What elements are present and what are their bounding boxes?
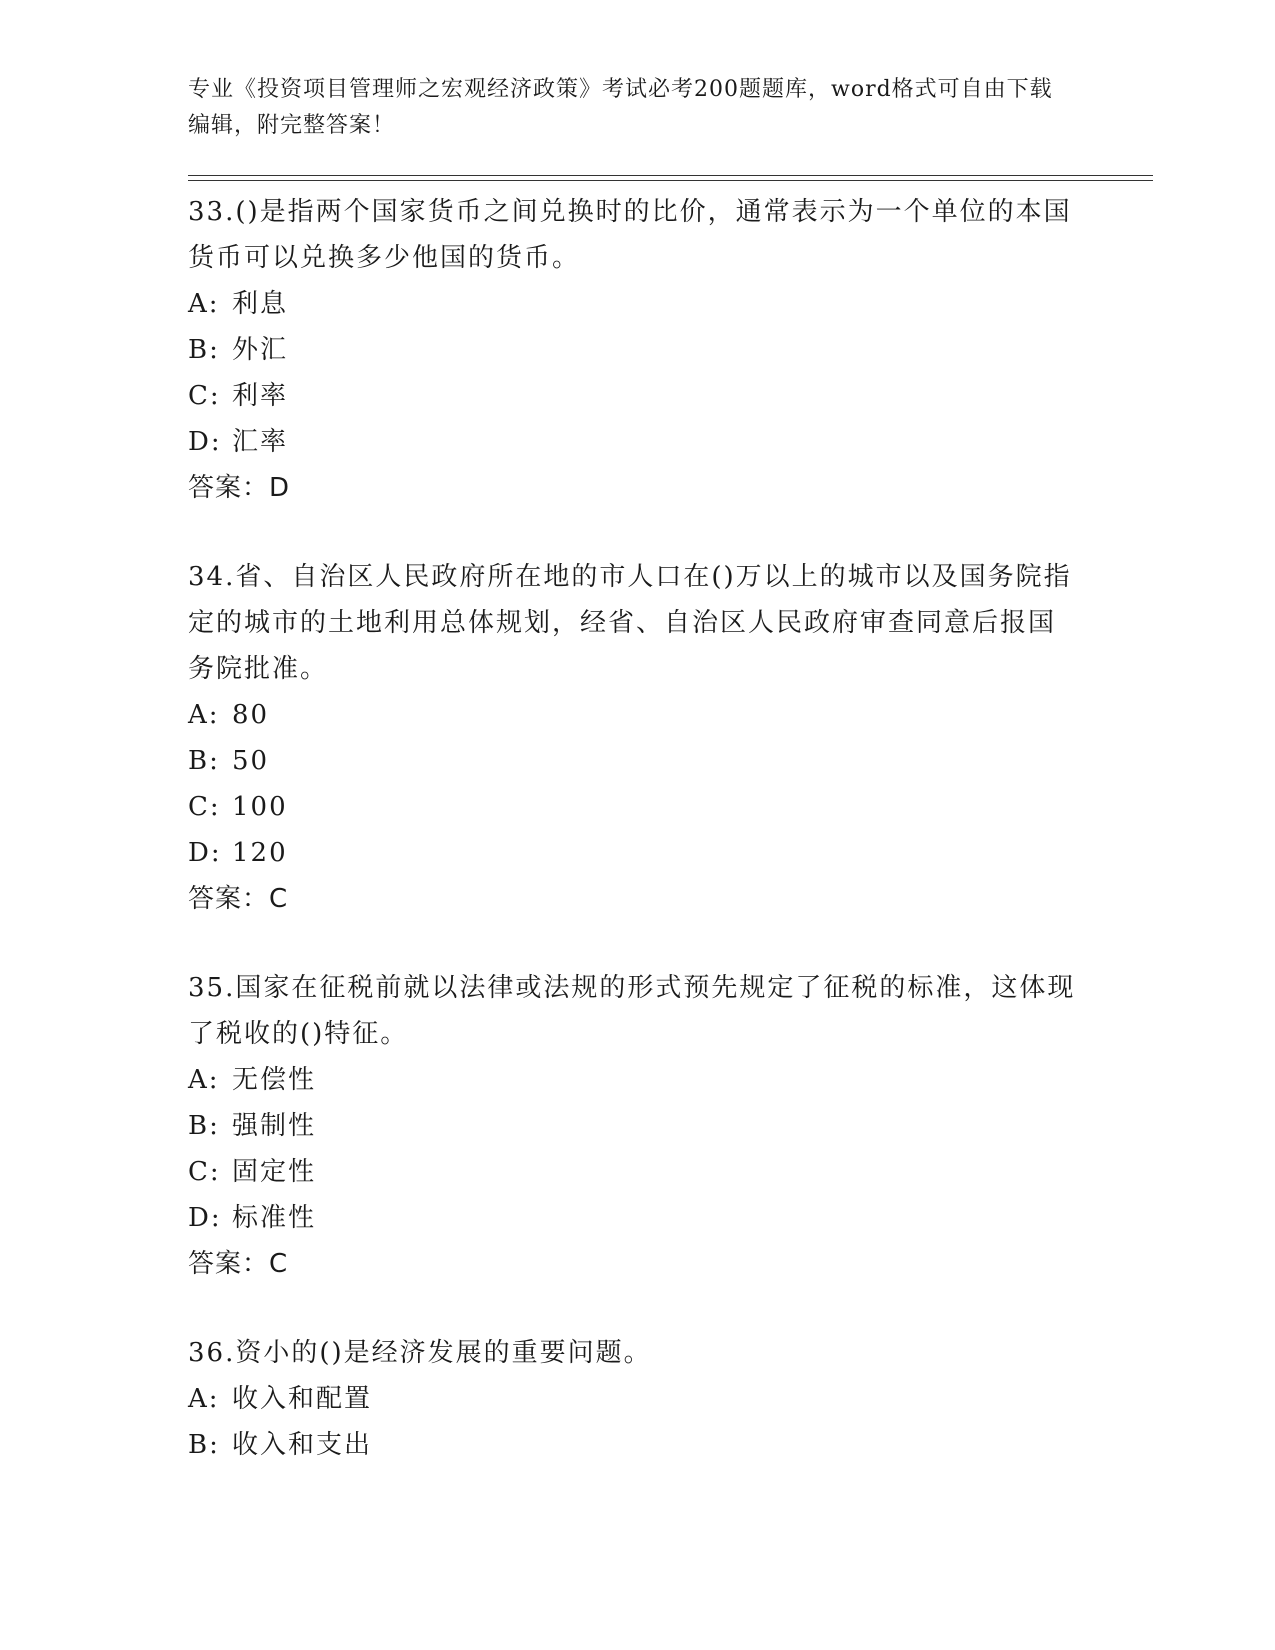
option-letter: B: — [188, 1430, 220, 1460]
option-letter: C: — [188, 1157, 221, 1187]
option-a — [188, 281, 1078, 327]
answer-line: 答案：C — [188, 884, 289, 914]
question-stem: 36.资小的()是经济发展的重要问题。 — [188, 1338, 652, 1368]
option-b — [188, 1422, 1078, 1468]
option-letter: C: — [188, 792, 221, 822]
option-text: 无偿性 — [232, 1065, 317, 1095]
option-b — [188, 738, 1078, 784]
option-letter: A: — [188, 700, 220, 730]
option-text: 利息 — [232, 289, 289, 319]
option-text: 强制性 — [232, 1111, 317, 1141]
option-d — [188, 1195, 1078, 1241]
question-stem: 33.()是指两个国家货币之间兑换时的比价，通常表示为一个单位的本国货币可以兑换多少他国的货币。 — [188, 197, 1072, 273]
option-letter: D: — [188, 1203, 222, 1233]
option-letter: D: — [188, 838, 222, 868]
option-text: 120 — [232, 838, 288, 868]
option-text: 收入和支出 — [232, 1430, 373, 1460]
option-text: 标准性 — [232, 1203, 317, 1233]
header-divider-top — [188, 175, 1153, 176]
option-d — [188, 830, 1078, 876]
option-letter: C: — [188, 381, 221, 411]
option-text: 汇率 — [232, 427, 289, 457]
question-36 — [188, 1330, 1078, 1468]
question-35 — [188, 965, 1078, 1287]
answer-line: 答案：D — [188, 473, 291, 503]
option-a — [188, 692, 1078, 738]
option-letter: B: — [188, 335, 220, 365]
option-d — [188, 419, 1078, 465]
question-34 — [188, 554, 1078, 922]
option-c — [188, 373, 1078, 419]
option-text: 50 — [232, 746, 270, 776]
option-text: 固定性 — [232, 1157, 317, 1187]
option-text: 收入和配置 — [232, 1384, 373, 1414]
option-text: 100 — [232, 792, 288, 822]
option-text: 利率 — [232, 381, 289, 411]
option-text: 80 — [232, 700, 270, 730]
document-header: 专业《投资项目管理师之宏观经济政策》考试必考200题题库，word格式可自由下载编辑，附完整答案！ — [188, 77, 1053, 138]
option-text: 外汇 — [232, 335, 289, 365]
question-stem: 35.国家在征税前就以法律或法规的形式预先规定了征税的标准，这体现了税收的()特征。 — [188, 973, 1076, 1049]
question-33 — [188, 189, 1078, 511]
option-b — [188, 327, 1078, 373]
option-b — [188, 1103, 1078, 1149]
option-letter: B: — [188, 1111, 220, 1141]
option-c — [188, 1149, 1078, 1195]
header-divider-bottom — [188, 180, 1153, 181]
option-letter: D: — [188, 427, 222, 457]
option-letter: A: — [188, 1384, 220, 1414]
option-a — [188, 1057, 1078, 1103]
option-letter: B: — [188, 746, 220, 776]
question-stem: 34.省、自治区人民政府所在地的市人口在()万以上的城市以及国务院指定的城市的土地利用总体规划，经省、自治区人民政府审查同意后报国务院批准。 — [188, 562, 1072, 684]
question-list — [188, 189, 1078, 1511]
option-c — [188, 784, 1078, 830]
option-letter: A: — [188, 1065, 220, 1095]
option-a — [188, 1376, 1078, 1422]
option-letter: A: — [188, 289, 220, 319]
answer-line: 答案：C — [188, 1249, 289, 1279]
